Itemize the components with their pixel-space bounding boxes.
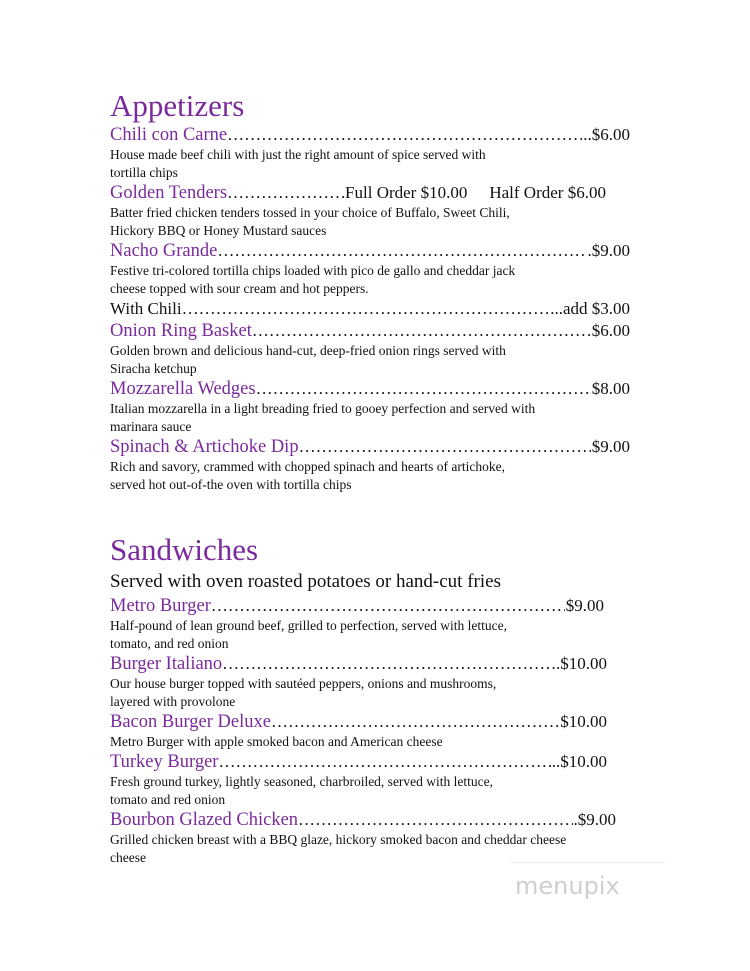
dot-leader	[222, 653, 555, 675]
item-price: $10.00	[560, 712, 607, 731]
description-line: cheese topped with sour cream and hot peppers.	[110, 281, 369, 296]
menu-item-line	[110, 436, 630, 458]
item-name: Onion Ring Basket	[110, 321, 252, 341]
menu-item-line	[110, 711, 630, 733]
description-line: Batter fried chicken tenders tossed in your choice of Buffalo, Sweet Chili,	[110, 205, 510, 220]
item-description	[110, 262, 580, 298]
dot-leader	[218, 751, 550, 773]
description-line: Our house burger topped with sautéed peppers, onions and mushrooms,	[110, 676, 497, 691]
item-description	[110, 458, 580, 494]
item-name: Burger Italiano	[110, 654, 223, 674]
item-price: .$10.00	[556, 654, 607, 673]
description-line: tortilla chips	[110, 165, 178, 180]
sandwiches-subtitle: Served with oven roasted potatoes or hand-cut fries	[110, 571, 501, 592]
menu-item-line	[110, 124, 630, 146]
dot-leader	[256, 378, 591, 400]
description-line: tomato, and red onion	[110, 636, 229, 651]
menu-item-line	[110, 378, 630, 400]
item-description	[110, 773, 580, 809]
item-name: Chili con Carne	[110, 125, 228, 145]
description-line: Italian mozzarella in a light breading fried to gooey perfection and served with	[110, 401, 536, 416]
menu-item	[110, 751, 630, 809]
appetizers-heading: Appetizers	[110, 88, 245, 123]
description-line: Fresh ground turkey, lightly seasoned, charbroiled, served with lettuce,	[110, 774, 494, 789]
menu-item-line	[110, 653, 630, 675]
item-price: $6.00	[591, 321, 630, 340]
dot-leader	[182, 298, 550, 320]
menu-page	[110, 88, 630, 867]
menu-item	[110, 378, 630, 436]
item-name: Metro Burger	[110, 596, 211, 616]
item-price-full: Full Order $10.00	[345, 183, 468, 202]
item-price: .$9.00	[587, 241, 630, 260]
item-name: Spinach & Artichoke Dip	[110, 437, 299, 457]
item-price: $8.00	[591, 379, 630, 398]
description-line: layered with provolone	[110, 694, 236, 709]
dot-leader	[252, 320, 591, 342]
menu-item-line	[110, 240, 630, 262]
item-name: Bourbon Glazed Chicken	[110, 810, 299, 830]
menu-item	[110, 320, 630, 378]
menu-item	[110, 436, 630, 494]
sandwiches-heading: Sandwiches	[110, 532, 259, 567]
menu-item	[110, 653, 630, 711]
item-price: .$9.00	[573, 810, 616, 829]
menu-item	[110, 240, 630, 298]
menu-item	[110, 711, 630, 751]
item-name: Mozzarella Wedges	[110, 379, 256, 399]
menu-item	[110, 182, 630, 240]
description-line: Golden brown and delicious hand-cut, deep-fried onion rings served with	[110, 343, 506, 358]
item-name: Turkey Burger	[110, 752, 219, 772]
menu-item	[110, 809, 630, 867]
menu-addon	[110, 298, 630, 320]
menu-item	[110, 595, 630, 653]
description-line: Metro Burger with apple smoked bacon and American cheese	[110, 734, 443, 749]
item-description	[110, 733, 580, 751]
description-line: Half-pound of lean ground beef, grilled to perfection, served with lettuce,	[110, 618, 507, 633]
menupix-watermark: menupix	[515, 872, 620, 900]
dot-leader	[227, 182, 345, 204]
item-description	[110, 342, 580, 378]
dot-leader	[227, 124, 582, 146]
item-price-half: Half Order $6.00	[489, 183, 606, 202]
dot-leader	[299, 436, 591, 458]
menu-item-line	[110, 298, 630, 320]
item-description	[110, 675, 580, 711]
description-line: Grilled chicken breast with a BBQ glaze, hickory smoked bacon and cheddar cheese	[110, 832, 567, 847]
description-line: tomato and red onion	[110, 792, 226, 807]
item-name: Bacon Burger Deluxe	[110, 712, 271, 732]
item-description	[110, 617, 580, 653]
menu-item-line	[110, 751, 630, 773]
description-line: House made beef chili with just the right amount of spice served with	[110, 147, 486, 162]
item-price: ..$10.00	[551, 752, 607, 771]
menu-item-line	[110, 595, 630, 617]
item-description	[110, 146, 580, 182]
menu-item-line	[110, 182, 630, 204]
description-line: served hot out-of-the oven with tortilla chips	[110, 477, 352, 492]
description-line: marinara sauce	[110, 419, 192, 434]
addon-name: With Chili	[110, 299, 182, 318]
description-line: cheese	[110, 850, 146, 865]
item-price: ..$6.00	[583, 125, 630, 144]
item-price: $9.00	[565, 596, 604, 615]
dot-leader	[298, 809, 572, 831]
item-description	[110, 204, 580, 240]
dot-leader	[211, 595, 565, 617]
description-line: Festive tri-colored tortilla chips loaded with pico de gallo and cheddar jack	[110, 263, 516, 278]
dot-leader	[217, 240, 586, 262]
description-line: Rich and savory, crammed with chopped spinach and hearts of artichoke,	[110, 459, 505, 474]
dot-leader	[271, 711, 559, 733]
item-name: Golden Tenders	[110, 183, 228, 203]
description-line: Siracha ketchup	[110, 361, 197, 376]
watermark-rule	[510, 862, 665, 863]
menu-item	[110, 124, 630, 182]
menu-item-line	[110, 320, 630, 342]
item-description	[110, 400, 580, 436]
item-price: $9.00	[591, 437, 630, 456]
menu-item-line	[110, 809, 630, 831]
addon-price: ...add $3.00	[550, 299, 630, 318]
description-line: Hickory BBQ or Honey Mustard sauces	[110, 223, 327, 238]
item-name: Nacho Grande	[110, 241, 218, 261]
